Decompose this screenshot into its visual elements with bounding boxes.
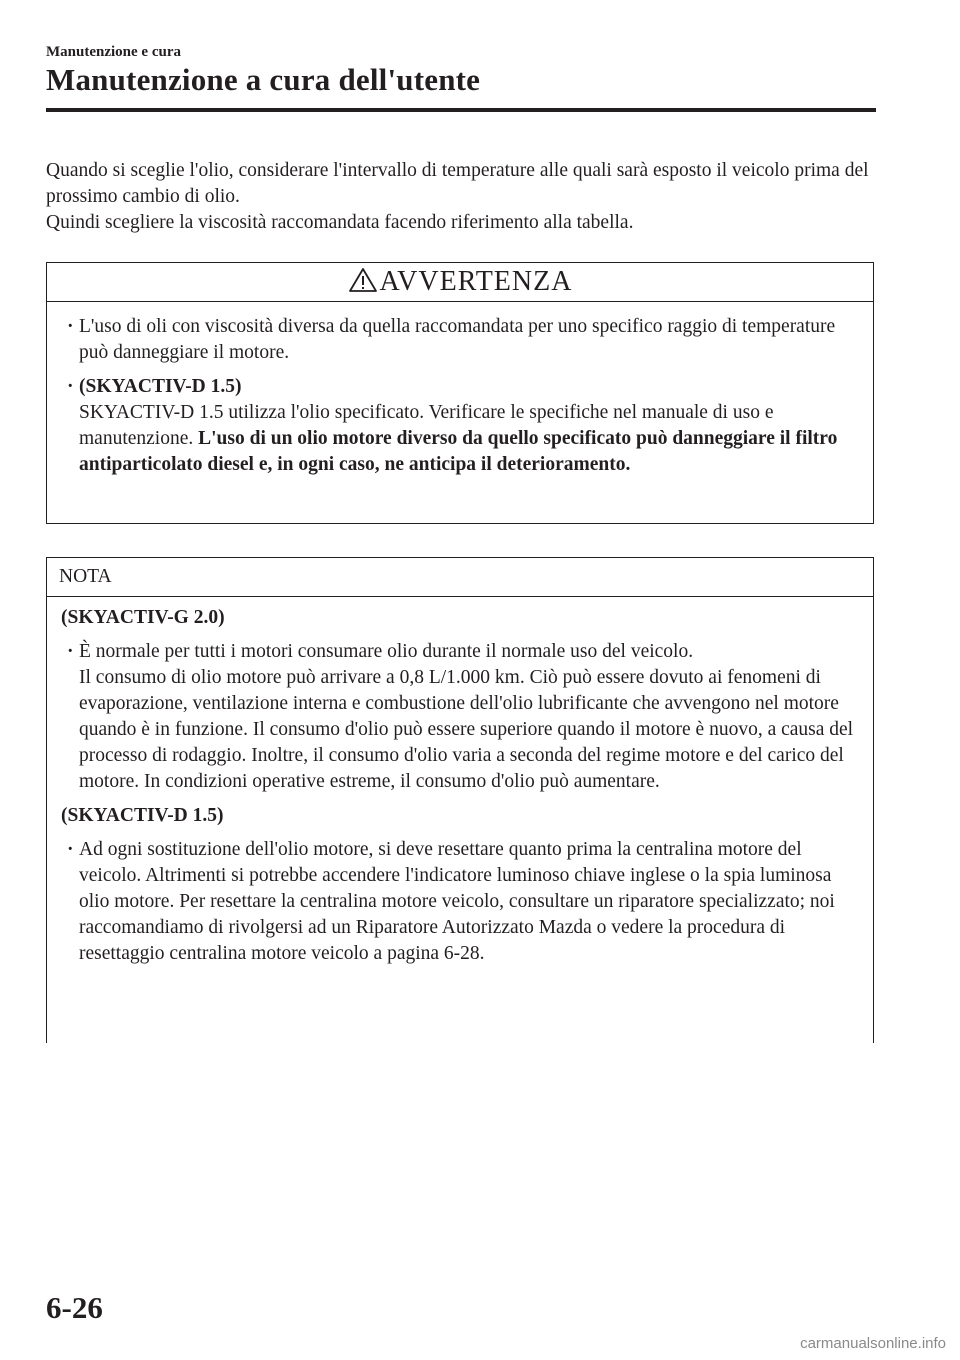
warning-title: AVVERTENZA [379, 266, 573, 297]
intro-paragraph-2: Quindi scegliere la viscosità raccomandata facendo riferimento alla tabella. [46, 212, 634, 233]
page-number: 6-26 [46, 1290, 103, 1325]
note-item [59, 639, 861, 795]
warning-item-text [79, 400, 861, 478]
title-rule [46, 108, 876, 112]
intro-paragraph-1: Quando si sceglie l'olio, considerare l'intervallo di temperature alle quali sarà esposto il veicolo prima del prossimo cambio di olio. [46, 160, 869, 207]
note-subheading: (SKYACTIV-G 2.0) [61, 607, 225, 628]
bullet-marker: · [67, 641, 74, 662]
note-item [59, 837, 861, 967]
note-item-line: È normale per tutti i motori consumare olio durante il normale uso del veicolo. [79, 641, 694, 662]
warning-header [47, 263, 873, 302]
warning-item-bold: L'uso di un olio motore diverso da quello specificato può danneggiare il filtro antiparticolato diesel e, in ogni caso, ne anticipa il deterioramento. [79, 428, 838, 475]
watermark: carmanualsonline.info [800, 1335, 946, 1352]
bullet-marker: · [67, 376, 74, 397]
note-box [46, 557, 874, 1043]
warning-item [59, 314, 861, 366]
intro-text [46, 158, 876, 236]
note-subheading: (SKYACTIV-D 1.5) [61, 805, 224, 826]
page-title: Manutenzione a cura dell'utente [46, 62, 481, 97]
section-label: Manutenzione e cura [46, 44, 181, 60]
note-item-text: Il consumo di olio motore può arrivare a 0,8 L/1.000 km. Ciò può essere dovuto ai fenomeni di evaporazione, ventilazione interna e combustione dell'olio lubrificante che avvengono nel motore quando è in funzione. Il consumo d'olio può essere superiore quando il motore è nuovo, a causa del processo di rodaggio. Inoltre, il consumo d'olio varia a seconda del regime motore e del carico del motore. In condizioni operative estreme, il consumo d'olio può aumentare. [79, 667, 854, 792]
warning-item-plain: SKYACTIV-D 1.5 utilizza l'olio specificato. Verificare le specifiche nel manuale di uso e manutenzione. [79, 402, 774, 449]
bullet-marker: · [67, 839, 74, 860]
warning-item [59, 374, 861, 478]
warning-item-text: L'uso di oli con viscosità diversa da quella raccomandata per uno specifico raggio di temperature può danneggiare il motore. [79, 316, 836, 363]
warning-bullets [47, 302, 873, 478]
note-header: NOTA [47, 558, 873, 597]
warning-triangle-icon [348, 267, 378, 293]
bullet-marker: · [67, 316, 74, 337]
note-item-text: Ad ogni sostituzione dell'olio motore, si deve resettare quanto prima la centralina motore del veicolo. Altrimenti si potrebbe accendere l'indicatore luminoso chiave inglese o la spia luminosa olio motore. Per resettare la centralina motore veicolo, consultare un riparatore specializzato; noi raccomandiamo di rivolgersi ad un Riparatore Autorizzato Mazda o vedere la procedura di resettaggio centralina motore veicolo a pagina 6-28. [79, 839, 835, 964]
warning-item-head: (SKYACTIV-D 1.5) [79, 376, 242, 397]
warning-box [46, 262, 874, 524]
note-body [47, 597, 873, 967]
